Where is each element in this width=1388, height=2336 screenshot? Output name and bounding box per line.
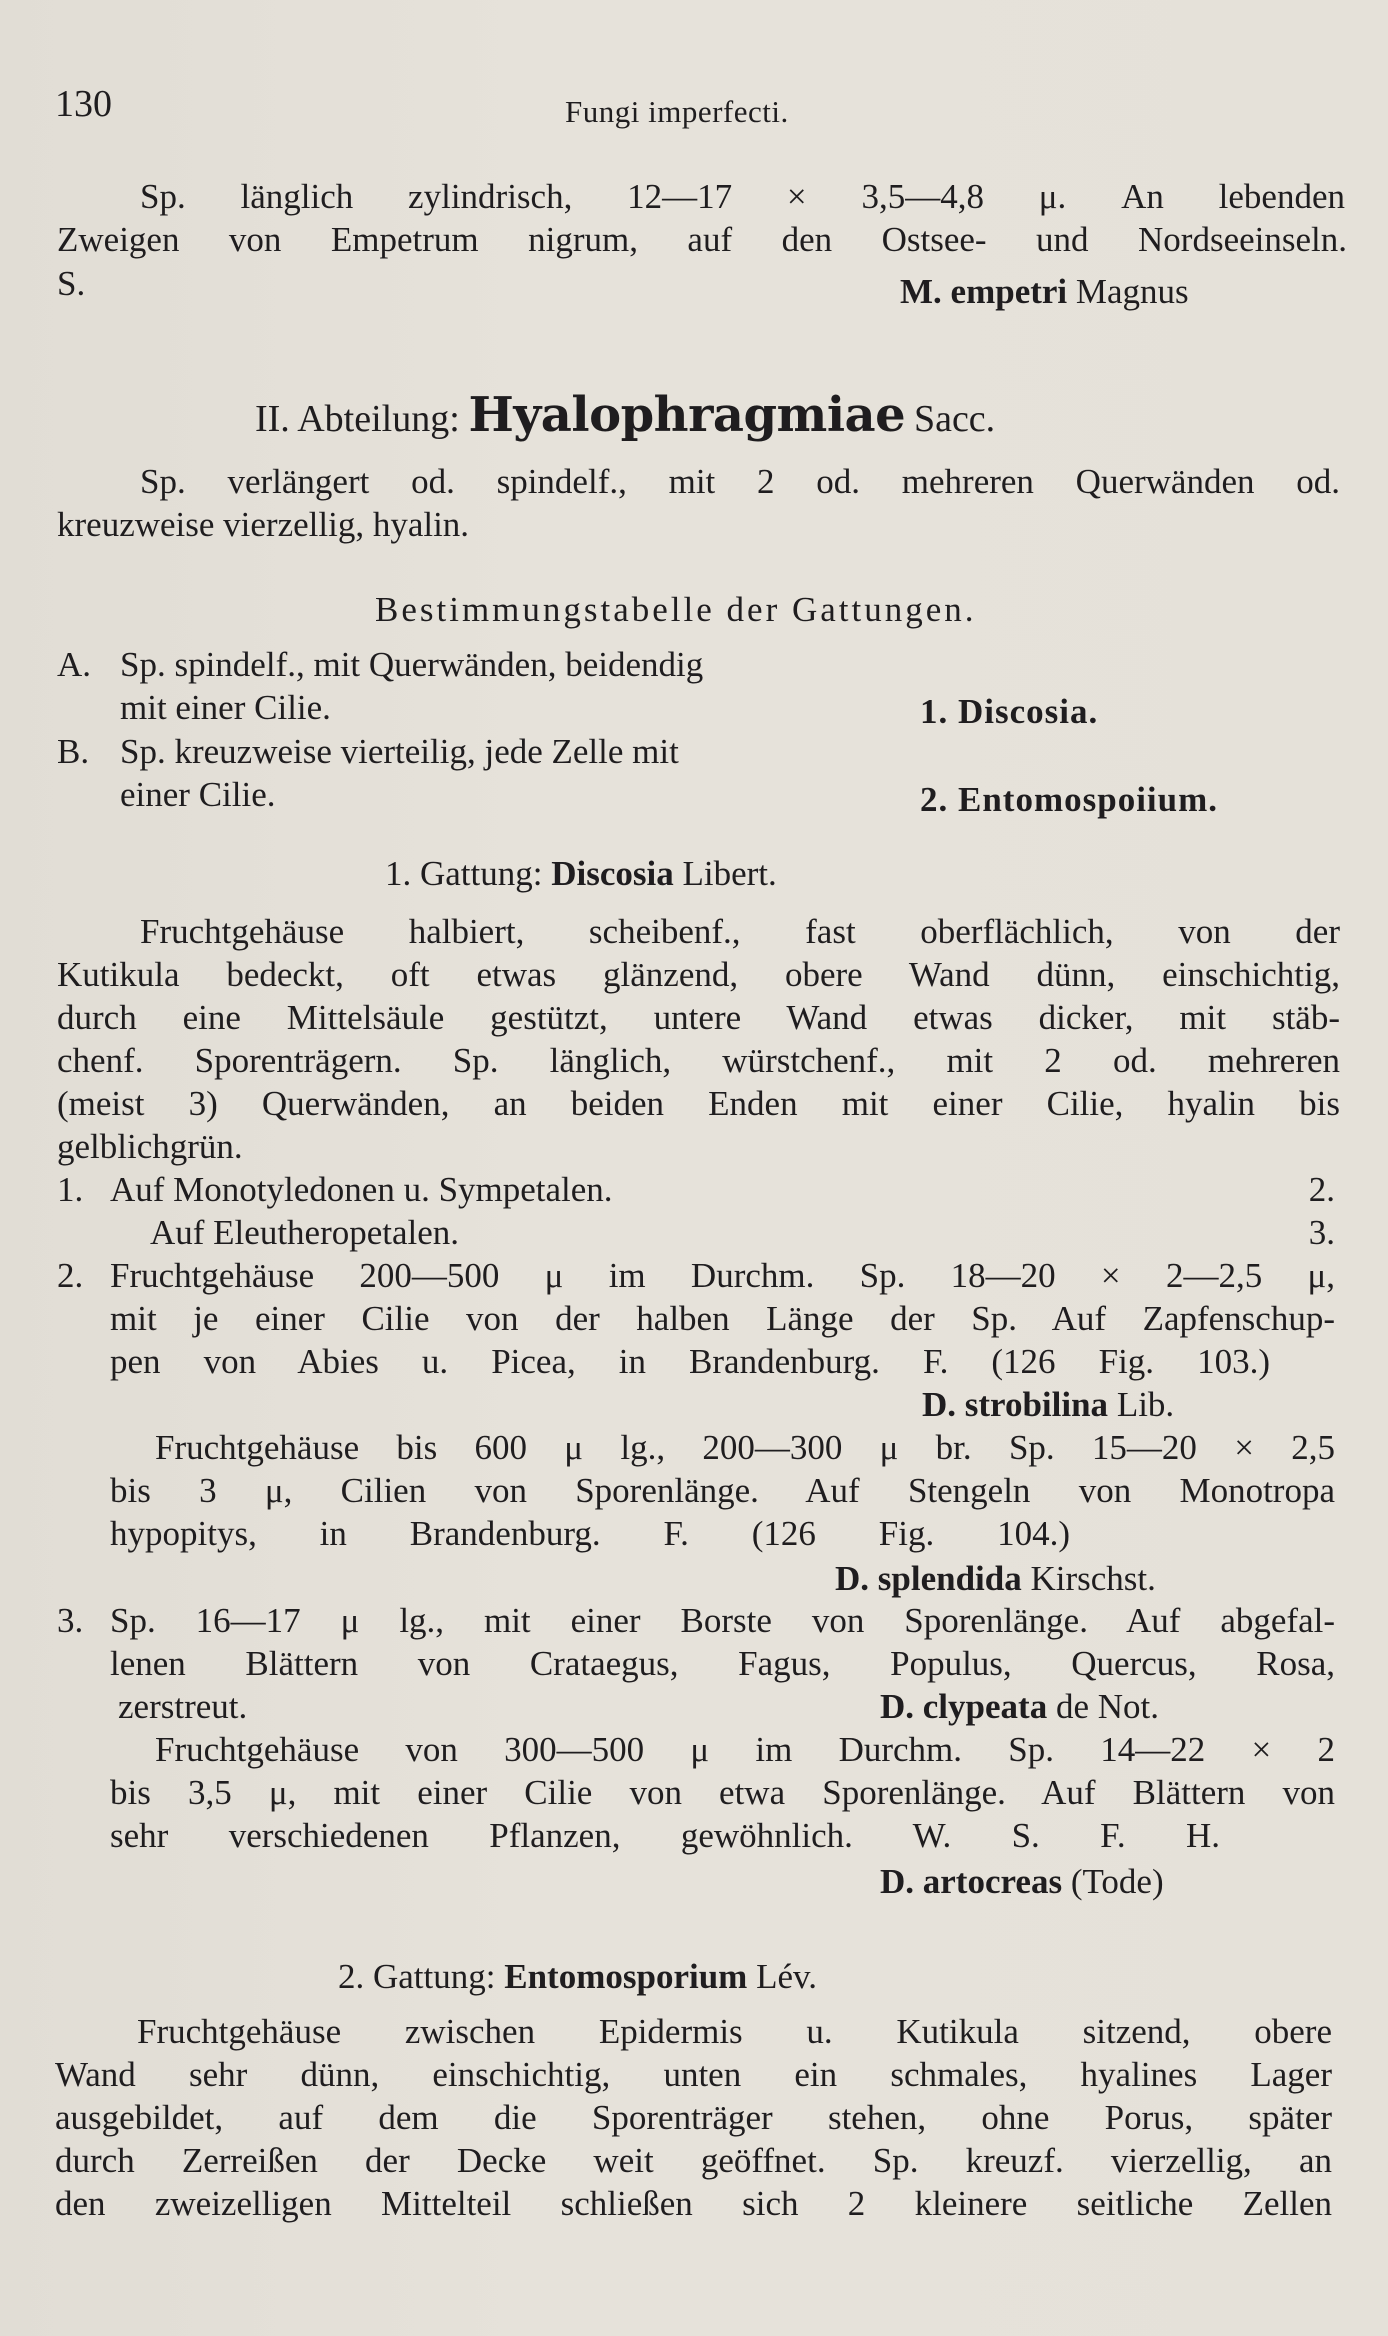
genus-prefix: 1. Gattung: bbox=[385, 854, 543, 893]
text-line: durch eine Mittelsäule gestützt, untere Wand etwas dicker, mit stäb- bbox=[57, 998, 1340, 1037]
genus-author: Lév. bbox=[756, 1957, 817, 1996]
key-number: 2. bbox=[57, 1256, 84, 1295]
species-name bbox=[835, 1557, 1156, 1601]
key-label: A. bbox=[57, 645, 92, 684]
text-line: Fruchtgehäuse 200—500 μ im Durchm. Sp. 18—20 × 2—2,5 μ, bbox=[110, 1256, 1335, 1295]
text-line: S. bbox=[57, 264, 86, 303]
species-author: de Not. bbox=[1055, 1687, 1159, 1726]
species-author: Lib. bbox=[1116, 1385, 1175, 1424]
section-title: Hyalophragmiae bbox=[468, 387, 906, 443]
key-number: 3. bbox=[57, 1601, 84, 1640]
text-line: gelblichgrün. bbox=[57, 1127, 243, 1166]
species-name-bold: D. artocreas bbox=[880, 1862, 1063, 1901]
genus-prefix: 2. Gattung: bbox=[338, 1957, 496, 1996]
text-line: Fruchtgehäuse von 300—500 μ im Durchm. Sp. 14—22 × 2 bbox=[155, 1730, 1335, 1769]
text-line: chenf. Sporenträgern. Sp. länglich, würstchenf., mit 2 od. mehreren bbox=[57, 1041, 1340, 1080]
key-text: Sp. spindelf., mit Querwänden, beidendig bbox=[120, 645, 704, 684]
key-result: 1. Discosia. bbox=[920, 692, 1099, 731]
text-line: bis 3 μ, Cilien von Sporenlänge. Auf Stengeln von Monotropa bbox=[110, 1471, 1335, 1510]
text-line: sehr verschiedenen Pflanzen, gewöhnlich. W. S. F. H. bbox=[110, 1816, 1220, 1855]
section-author: Sacc. bbox=[913, 398, 996, 440]
key-number: 1. bbox=[57, 1170, 84, 1209]
text-line: bis 3,5 μ, mit einer Cilie von etwa Sporenlänge. Auf Blättern von bbox=[110, 1773, 1335, 1812]
text-line: Fruchtgehäuse halbiert, scheibenf., fast oberflächlich, von der bbox=[140, 912, 1340, 951]
text-line: kreuzweise vierzellig, hyalin. bbox=[57, 505, 470, 544]
genus-heading bbox=[338, 1955, 817, 1999]
key-ref: 2. bbox=[1308, 1170, 1335, 1209]
species-name bbox=[880, 1685, 1159, 1729]
text-line: Kutikula bedeckt, oft etwas glänzend, obere Wand dünn, einschichtig, bbox=[57, 955, 1340, 994]
species-name-bold: D. strobilina bbox=[922, 1385, 1109, 1424]
running-title: Fungi imperfecti. bbox=[565, 94, 789, 129]
table-heading: Bestimmungstabelle der Gattungen. bbox=[375, 590, 977, 629]
text-line: Zweigen von Empetrum nigrum, auf den Ostsee- und Nordseeinseln. bbox=[57, 220, 1347, 259]
species-name bbox=[922, 1383, 1174, 1427]
text-line: lenen Blättern von Crataegus, Fagus, Populus, Quercus, Rosa, bbox=[110, 1644, 1335, 1683]
key-text: Sp. kreuzweise vierteilig, jede Zelle mit bbox=[120, 732, 679, 771]
text-line: zerstreut. bbox=[118, 1687, 248, 1726]
text-line: Sp. 16—17 μ lg., mit einer Borste von Sporenlänge. Auf abgefal- bbox=[110, 1601, 1335, 1640]
section-prefix: II. Abteilung: bbox=[255, 398, 460, 440]
key-label: B. bbox=[57, 732, 90, 771]
genus-name: Entomosporium bbox=[504, 1957, 748, 1996]
text-line: Sp. länglich zylindrisch, 12—17 × 3,5—4,8 μ. An lebenden bbox=[140, 177, 1345, 216]
text-line: hypopitys, in Brandenburg. F. (126 Fig. 104.) bbox=[110, 1514, 1070, 1553]
key-text: einer Cilie. bbox=[120, 775, 276, 814]
genus-heading bbox=[385, 852, 777, 896]
section-heading bbox=[255, 385, 995, 445]
text-line: mit je einer Cilie von der halben Länge der Sp. Auf Zapfenschup- bbox=[110, 1299, 1335, 1338]
text-line: pen von Abies u. Picea, in Brandenburg. F. (126 Fig. 103.) bbox=[110, 1342, 1270, 1381]
key-result: 2. Entomospoiium. bbox=[920, 780, 1219, 819]
genus-name: Discosia bbox=[551, 854, 674, 893]
text-line: Sp. verlängert od. spindelf., mit 2 od. mehreren Querwänden od. bbox=[140, 462, 1340, 501]
species-author: Magnus bbox=[1075, 272, 1189, 311]
text-line: durch Zerreißen der Decke weit geöffnet. Sp. kreuzf. vierzellig, an bbox=[55, 2141, 1332, 2180]
species-name-bold: M. empetri bbox=[900, 272, 1068, 311]
key-ref: 3. bbox=[1308, 1213, 1335, 1252]
text-line: (meist 3) Querwänden, an beiden Enden mit einer Cilie, hyalin bis bbox=[57, 1084, 1340, 1123]
page-number: 130 bbox=[55, 83, 112, 125]
text-line: ausgebildet, auf dem die Sporenträger stehen, ohne Porus, später bbox=[55, 2098, 1332, 2137]
key-text: Auf Monotyledonen u. Sympetalen. bbox=[110, 1170, 613, 1209]
species-name bbox=[880, 1860, 1164, 1904]
text-line: Wand sehr dünn, einschichtig, unten ein schmales, hyalines Lager bbox=[55, 2055, 1332, 2094]
key-text: Auf Eleutheropetalen. bbox=[150, 1213, 460, 1252]
text-line: Fruchtgehäuse bis 600 μ lg., 200—300 μ br. Sp. 15—20 × 2,5 bbox=[155, 1428, 1335, 1467]
text-line: den zweizelligen Mittelteil schließen sich 2 kleinere seitliche Zellen bbox=[55, 2184, 1332, 2223]
text-line: Fruchtgehäuse zwischen Epidermis u. Kutikula sitzend, obere bbox=[137, 2012, 1332, 2051]
species-author: Kirschst. bbox=[1030, 1559, 1156, 1598]
species-name bbox=[900, 270, 1189, 314]
species-author: (Tode) bbox=[1070, 1862, 1164, 1901]
species-name-bold: D. clypeata bbox=[880, 1687, 1048, 1726]
genus-author: Libert. bbox=[682, 854, 777, 893]
key-text: mit einer Cilie. bbox=[120, 688, 331, 727]
species-name-bold: D. splendida bbox=[835, 1559, 1022, 1598]
